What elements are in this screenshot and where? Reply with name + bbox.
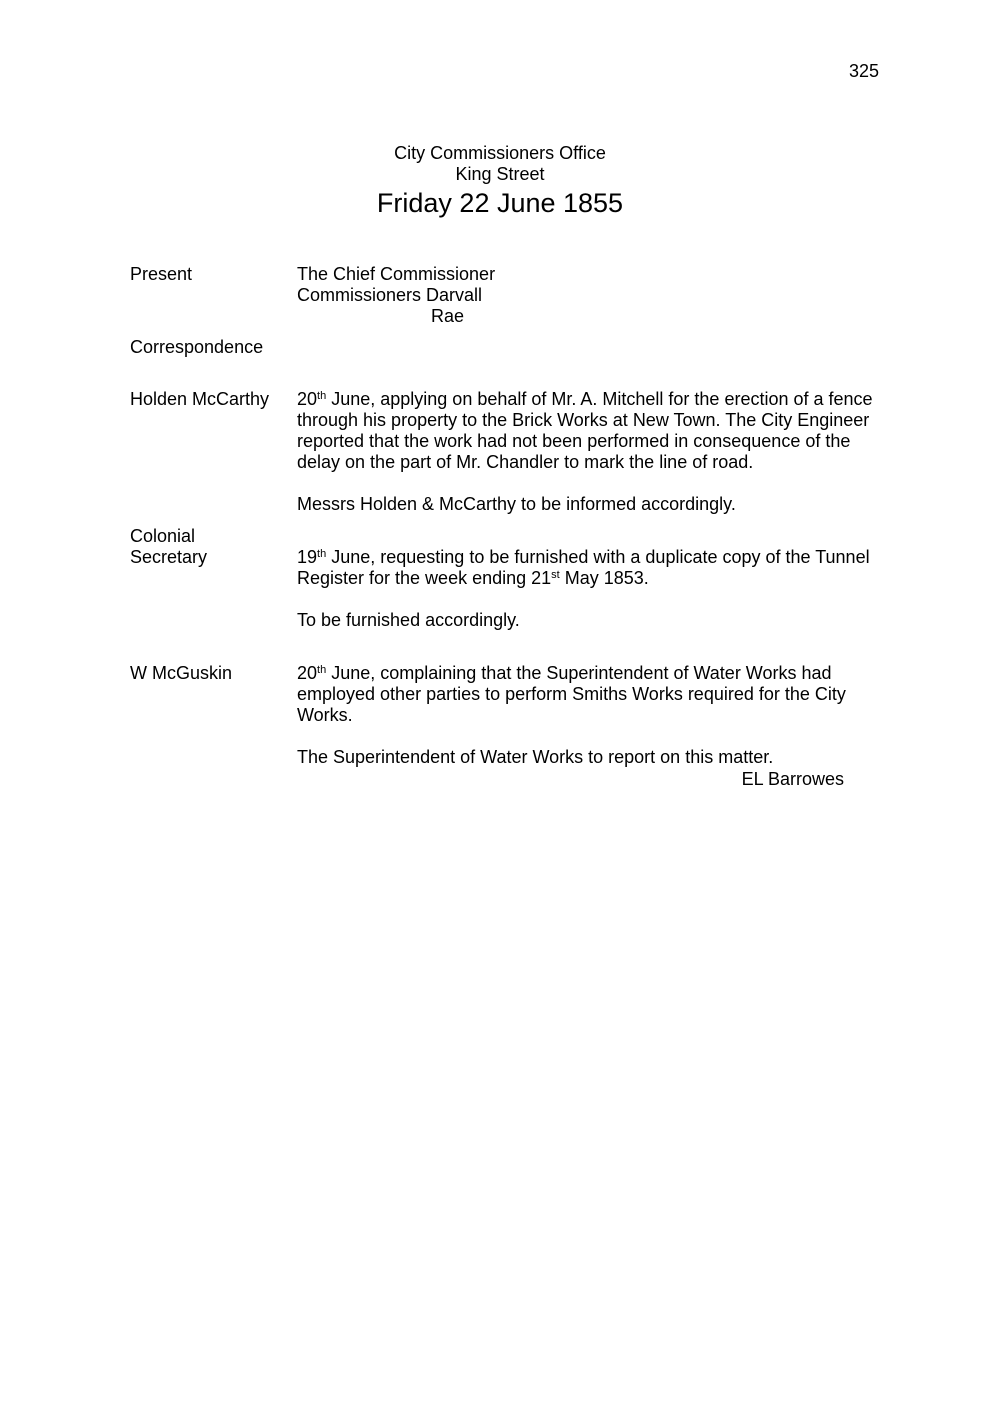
page-number: 325	[848, 61, 879, 81]
present-rae: Rae	[431, 306, 465, 326]
present-list	[297, 264, 897, 327]
entry-w-mcguskin	[297, 663, 897, 768]
present-label: Present	[130, 264, 193, 284]
entry-holden-mccarthy	[297, 389, 897, 515]
meeting-date: Friday 22 June 1855	[376, 188, 624, 218]
entry-day-suffix: th	[317, 390, 327, 402]
entry-body: June, applying on behalf of Mr. A. Mitchell for the erection of a fence through his property to the Brick Works at New Town. The City Engineer reported that the work had not been performed in consequence of the delay on the part of Mr. Chandler to mark the line of road.	[297, 389, 873, 472]
entry-body: June, requesting to be furnished with a duplicate copy of the Tunnel Register for the week ending 21	[297, 547, 870, 588]
present-chief-commissioner: The Chief Commissioner	[297, 264, 496, 284]
entry-label-holden-mccarthy: Holden McCarthy	[130, 389, 270, 409]
entry-text	[297, 547, 897, 589]
entry-body-end: May 1853.	[559, 568, 649, 588]
entry-colonial-secretary	[297, 547, 897, 631]
entry-text	[297, 389, 897, 473]
entry-resolution: The Superintendent of Water Works to report on this matter.	[297, 747, 774, 767]
office-name: City Commissioners Office	[394, 143, 606, 163]
present-commissioners: Commissioners Darvall	[297, 285, 483, 305]
entry-date-suffix: st	[551, 569, 560, 581]
document-heading	[0, 143, 1000, 219]
entry-body: June, complaining that the Superintendent of Water Works had employed other parties to perform Smiths Works required for the City Works.	[297, 663, 846, 725]
entry-label-line: Secretary	[130, 547, 208, 567]
entry-label-line: Colonial	[130, 526, 196, 546]
entry-resolution: Messrs Holden & McCarthy to be informed accordingly.	[297, 494, 736, 514]
street-name: King Street	[455, 164, 545, 184]
entry-label-w-mcguskin: W McGuskin	[130, 663, 233, 683]
entry-day: 20	[297, 389, 318, 409]
entry-day: 19	[297, 547, 318, 567]
entry-resolution: To be furnished accordingly.	[297, 610, 520, 630]
entry-text	[297, 663, 897, 726]
entry-day-suffix: th	[317, 548, 327, 560]
entry-day: 20	[297, 663, 318, 683]
entry-day-suffix: th	[317, 664, 327, 676]
correspondence-label: Correspondence	[130, 337, 264, 357]
entry-label-colonial-secretary	[130, 526, 290, 568]
signature: EL Barrowes	[741, 769, 844, 789]
